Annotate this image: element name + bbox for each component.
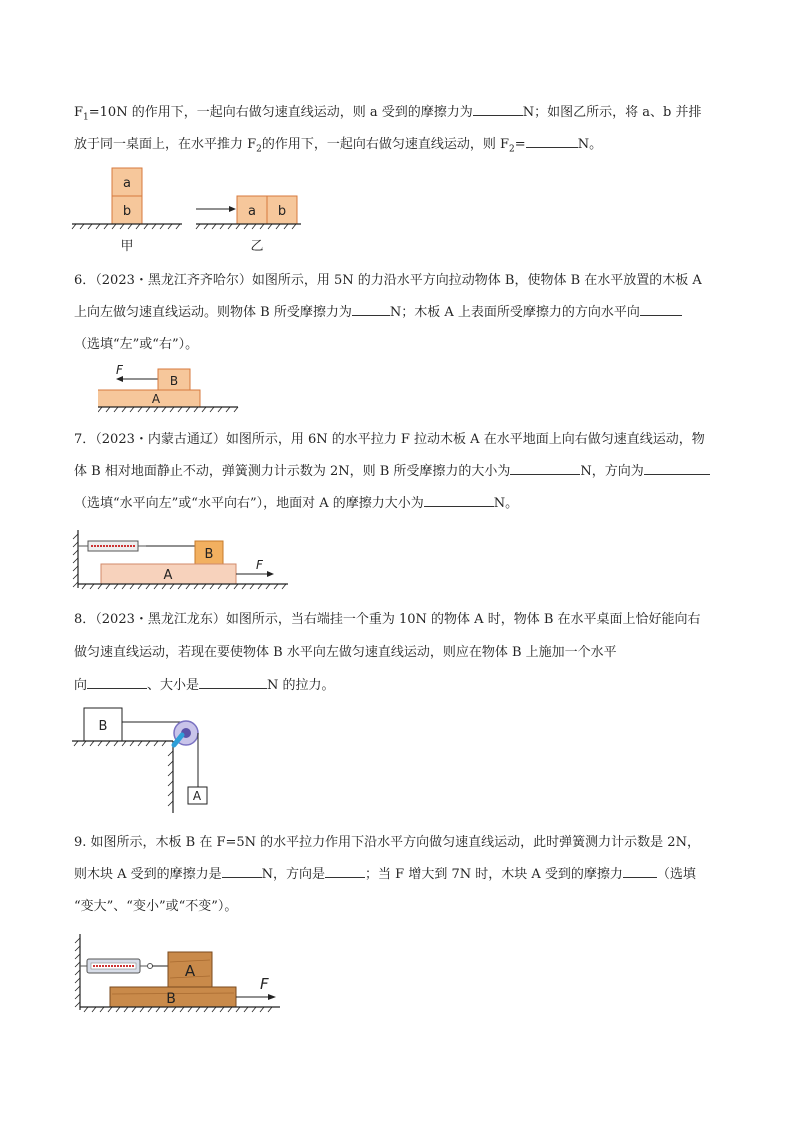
q5-jia-caption: 甲 — [120, 239, 134, 254]
q6-line2-mid: N；木板 A 上表面所受摩擦力的方向水平向 — [389, 305, 640, 320]
q5-yi-arrowhead — [229, 206, 236, 212]
q8-blank-magnitude[interactable] — [199, 674, 267, 689]
q7-blank-ground-friction[interactable] — [424, 492, 494, 507]
q7-line3-text: （选填“水平向左”或“水平向右”），地面对 A 的摩擦力大小为 — [74, 496, 424, 511]
q7-arrowhead — [267, 571, 274, 577]
q9-wall-hatching — [75, 938, 80, 1007]
q5-blank-f2[interactable] — [526, 133, 578, 148]
q8-pulley — [174, 721, 198, 745]
q5-yi-hatching — [196, 224, 296, 229]
q6-hatching — [98, 407, 238, 412]
q7-board-a-label: A — [163, 568, 173, 583]
q5-figure-jia — [70, 165, 185, 255]
q9-force-label: F — [260, 975, 269, 993]
q5-line2-mid: 的作用下，一起向右做匀速直线运动，则 F — [261, 137, 510, 152]
q8-table-hatching — [74, 741, 166, 746]
q6-blank-friction[interactable] — [352, 301, 390, 316]
q5-line2 — [74, 128, 724, 167]
q5-jia-label-b: b — [122, 204, 132, 219]
q8-block-b-label: B — [98, 719, 108, 734]
q9-line2-mid: N，方向是 — [261, 867, 326, 882]
q8-figure — [70, 705, 215, 815]
q7-force-label: F — [256, 558, 263, 572]
q7-line2 — [74, 455, 724, 488]
q9-line1: 9. 如图所示，木板 B 在 F=5N 的水平拉力作用下沿水平方向做匀速直线运动，此时弹簧测力计示数是 2N， — [74, 835, 700, 850]
q8-blank-direction[interactable] — [87, 674, 147, 689]
q9-ground-hatching — [84, 1007, 272, 1012]
q9-blank-friction-a[interactable] — [222, 863, 262, 878]
q7-wall-hatching — [73, 534, 78, 587]
q5-yi-caption: 乙 — [250, 239, 264, 254]
q5-figure-yi — [194, 165, 304, 255]
q9-block-a-label: A — [184, 962, 196, 980]
q8-block-a-label: A — [192, 789, 202, 803]
q7-block-b-label: B — [204, 547, 214, 562]
q9-line2 — [74, 858, 724, 891]
q8-line2: 做匀速直线运动，若现在要使物体 B 水平向左做匀速直线运动，则应在物体 B 上施加一个水平 — [74, 645, 617, 660]
q5-line2-eq: = — [514, 137, 526, 152]
q9-arrowhead — [268, 994, 276, 1000]
q9-blank-change[interactable] — [623, 863, 657, 878]
q6-line1: 6．（2023・黑龙江齐齐哈尔）如图所示，用 5N 的力沿水平方向拉动物体 B，使物体 B 在水平放置的木板 A — [74, 273, 702, 288]
q5-f2-subscript: 2 — [256, 144, 262, 155]
q8-line1: 8．（2023・黑龙江龙东）如图所示，当右端挂一个重为 10N 的物体 A 时，物体 B 在水平桌面上恰好能向右 — [74, 612, 701, 627]
q5-yi-label-a: a — [248, 204, 256, 219]
q5-line1-text: =10N 的作用下，一起向右做匀速直线运动，则 a 受到的摩擦力为 — [88, 105, 473, 120]
q5-f1-symbol: F — [74, 105, 84, 120]
q6-figure — [98, 362, 243, 417]
q9-figure — [70, 932, 285, 1014]
q7-ground-hatching — [82, 584, 286, 589]
q9-line2-mid2: ；当 F 增大到 7N 时，木块 A 受到的摩擦力 — [365, 867, 623, 882]
q7-line3 — [74, 487, 724, 520]
q5-f2-subscript-2: 2 — [509, 144, 515, 155]
q7-blank-direction[interactable] — [644, 460, 710, 475]
q5-jia-label-a: a — [123, 176, 131, 191]
q9-board-b-label: B — [166, 991, 176, 1007]
q8-leg-hatching — [168, 751, 173, 806]
q8-line3-tail: N 的拉力。 — [267, 678, 335, 693]
q9-blank-direction[interactable] — [325, 863, 365, 878]
q6-line2 — [74, 296, 724, 329]
q5-blank-friction-a[interactable] — [473, 101, 523, 116]
q7-blank-friction-b[interactable] — [510, 460, 580, 475]
q5-f1-subscript: 1 — [83, 112, 89, 123]
q6-board-a-label: A — [151, 392, 161, 406]
q6-line3: （选填“左”或“右”）。 — [74, 337, 199, 352]
q6-blank-direction[interactable] — [640, 301, 682, 316]
q7-line1: 7．（2023・内蒙古通辽）如图所示，用 6N 的水平拉力 F 拉动木板 A 在水平地面上向右做匀速直线运动，物 — [74, 432, 705, 447]
q5-line2-tail: N。 — [577, 137, 603, 152]
q6-force-label: F — [116, 363, 123, 377]
q7-line2-mid: N，方向为 — [580, 464, 644, 479]
q9-spring-scale — [80, 959, 153, 973]
q6-block-b-label: B — [169, 374, 179, 388]
q8-line3 — [74, 669, 724, 702]
q7-figure — [68, 528, 293, 595]
q7-spring-scale — [78, 541, 146, 551]
q6-line2-text: 上向左做匀速直线运动。则物体 B 所受摩擦力为 — [74, 305, 352, 320]
q5-line1-tail: N；如图乙所示，将 a、b 并排 — [522, 105, 702, 120]
q5-line2-text: 放于同一桌面上，在水平推力 F — [74, 137, 257, 152]
q7-line2-text: 体 B 相对地面静止不动，弹簧测力计示数为 2N，则 B 所受摩擦力的大小为 — [74, 464, 511, 479]
q8-line3-text: 向 — [74, 678, 88, 693]
q9-line3: “变大”、“变小”或“不变”）。 — [74, 899, 238, 914]
q5-yi-label-b: b — [277, 204, 287, 219]
q5-jia-hatching — [72, 224, 180, 229]
q7-line3-tail: N。 — [493, 496, 519, 511]
q9-line2-text: 则木块 A 受到的摩擦力是 — [74, 867, 222, 882]
q6-board-a — [98, 390, 200, 407]
q9-line2-tail: （选填 — [656, 867, 696, 882]
q8-line3-mid: 、大小是 — [147, 678, 200, 693]
